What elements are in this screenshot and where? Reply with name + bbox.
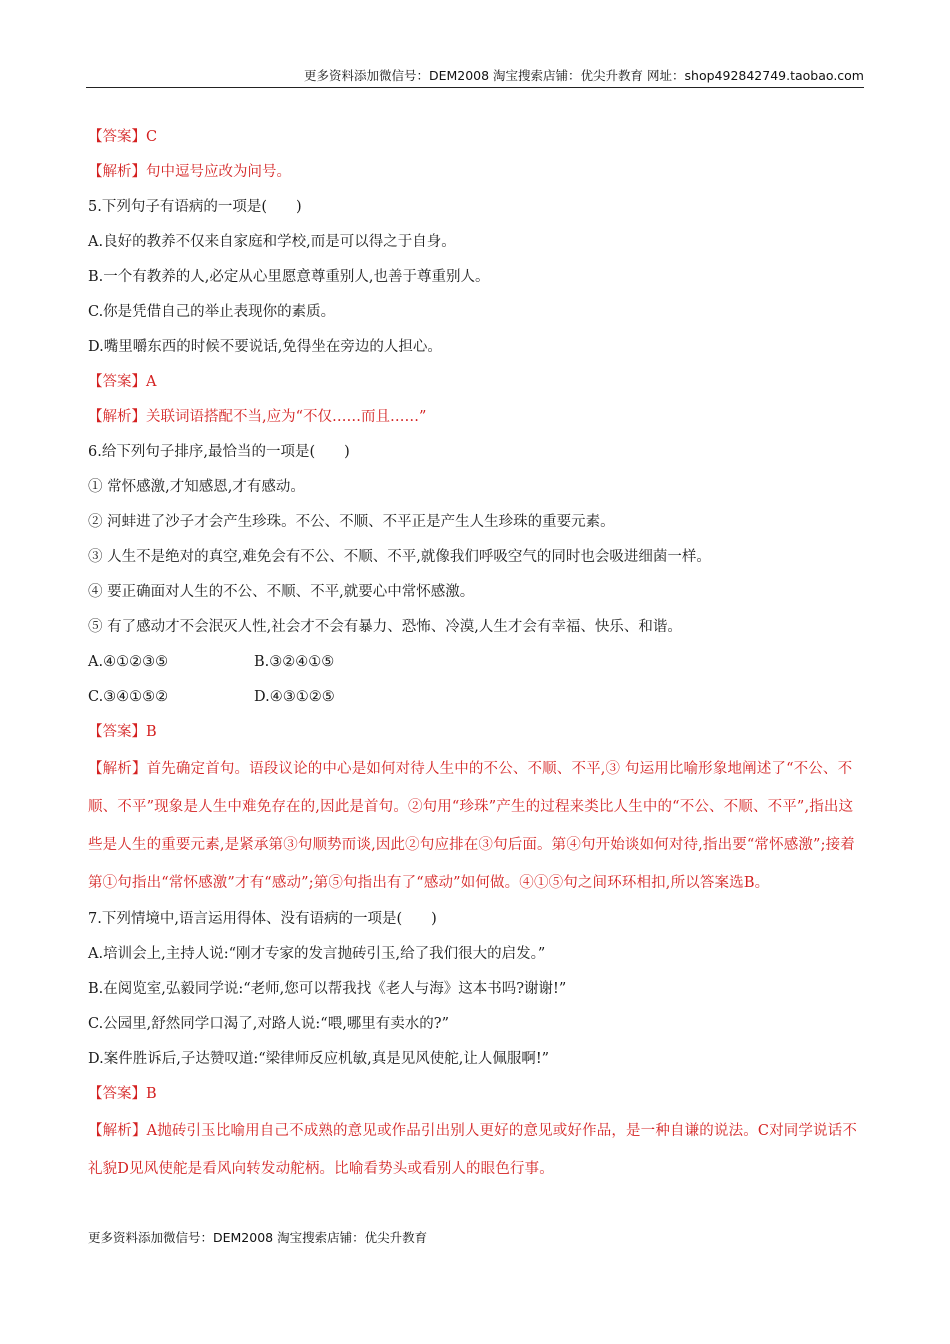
question-5-option-d: D.嘴里嚼东西的时候不要说话,免得坐在旁边的人担心。 — [88, 339, 442, 355]
question-6-option-c: C.③④①⑤② — [88, 689, 169, 705]
question-6-sentence-5: ⑤ 有了感动才不会泯灭人性,社会才不会有暴力、恐怖、冷漠,人生才会有幸福、快乐、和谐。 — [88, 619, 682, 635]
answer-7: 【答案】B — [88, 1086, 157, 1102]
header-divider — [86, 87, 864, 88]
explanation-6: 【解析】首先确定首句。语段议论的中心是如何对待人生中的不公、不顺、不平,③ 句运用比喻形象地阐述了“不公、不顺、不平”现象是人生中难免存在的,因此是首句。②句用“珍珠”产生的过程来类比人生中的“不公、不顺、不平”,指出这些是人生的重要元素,是紧承第③句顺势而谈,因此②句应排在③句后面。第④句开始谈如何对待,指出要“常怀感激”;接着第①句指出“常怀感激”才有“感动”;第⑤句指出有了“感动”如何做。④①⑤句之间环环相扣,所以答案选B。 — [88, 761, 855, 891]
question-7-option-b: B.在阅览室,弘毅同学说:“老师,您可以帮我找《老人与海》这本书吗?谢谢!” — [88, 981, 567, 997]
answer-5: 【答案】A — [88, 374, 157, 390]
question-6-options-row-2 — [88, 680, 858, 715]
question-6-sentence-1: ① 常怀感激,才知感恩,才有感动。 — [88, 479, 305, 495]
question-7-option-d: D.案件胜诉后,子达赞叹道:“梁律师反应机敏,真是见风使舵,让人佩服啊!” — [88, 1051, 550, 1067]
question-7-option-a: A.培训会上,主持人说:“刚才专家的发言抛砖引玉,给了我们很大的启发。” — [88, 946, 546, 962]
explanation-7: 【解析】A抛砖引玉比喻用自己不成熟的意见或作品引出别人更好的意见或好作品，是一种自谦的说法。C对同学说话不礼貌D见风使舵是看风向转发动舵柄。比喻看势头或看别人的眼色行事。 — [88, 1123, 858, 1177]
question-6-options-row-1 — [88, 645, 858, 680]
question-5: 5.下列句子有语病的一项是( ) — [88, 199, 302, 215]
explanation-4: 【解析】句中逗号应改为问号。 — [88, 164, 291, 180]
question-6: 6.给下列句子排序,最恰当的一项是( ) — [88, 444, 350, 460]
question-6-sentence-3: ③ 人生不是绝对的真空,难免会有不公、不顺、不平,就像我们呼吸空气的同时也会吸进细菌一样。 — [88, 549, 711, 565]
question-6-option-a: A.④①②③⑤ — [88, 654, 169, 670]
question-6-option-b: B.③②④①⑤ — [254, 654, 335, 670]
answer-4: 【答案】C — [88, 129, 158, 145]
question-6-sentence-2: ② 河蚌进了沙子才会产生珍珠。不公、不顺、不平正是产生人生珍珠的重要元素。 — [88, 514, 615, 530]
question-5-option-a: A.良好的教养不仅来自家庭和学校,而是可以得之于自身。 — [88, 234, 456, 250]
question-7: 7.下列情境中,语言运用得体、没有语病的一项是( ) — [88, 911, 437, 927]
page-header: 更多资料添加微信号：DEM2008 淘宝搜索店铺：优尖升教育 网址：shop492842749.taobao.com — [303, 68, 864, 83]
answer-6: 【答案】B — [88, 724, 157, 740]
question-5-option-b: B.一个有教养的人,必定从心里愿意尊重别人,也善于尊重别人。 — [88, 269, 490, 285]
explanation-5: 【解析】关联词语搭配不当,应为“不仅……而且……” — [88, 409, 427, 425]
question-7-option-c: C.公园里,舒然同学口渴了,对路人说:“喂,哪里有卖水的?” — [88, 1016, 449, 1032]
page-footer: 更多资料添加微信号：DEM2008 淘宝搜索店铺：优尖升教育 — [88, 1230, 428, 1245]
question-6-sentence-4: ④ 要正确面对人生的不公、不顺、不平,就要心中常怀感激。 — [88, 584, 475, 600]
document-body — [88, 120, 858, 1188]
question-5-option-c: C.你是凭借自己的举止表现你的素质。 — [88, 304, 336, 320]
question-6-option-d: D.④③①②⑤ — [254, 689, 335, 705]
